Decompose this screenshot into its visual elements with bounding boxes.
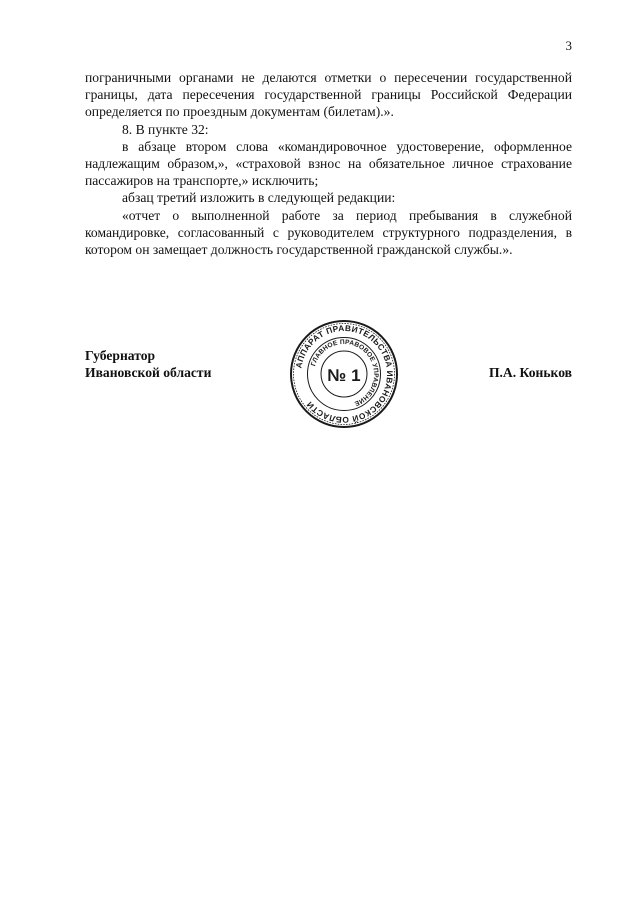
signatory-title-line1: Губернатор (85, 348, 156, 363)
signatory-title (85, 347, 211, 381)
paragraph-new-wording: «отчет о выполненной работе за период пребывания в служебной командировке, согласованный с руководителем структурного подразделения, в котором он замещает должность государственной гражданской службы.». (85, 207, 572, 258)
signatory-title-line2: Ивановской области (85, 365, 212, 381)
seal-number: № 1 (327, 366, 361, 385)
document-body (85, 69, 572, 258)
paragraph-third-abzac-intro: абзац третий изложить в следующей редакции: (122, 190, 396, 206)
paragraph-item-8: 8. В пункте 32: (122, 121, 209, 137)
page-number: 3 (565, 38, 572, 53)
paragraph-continuation: пограничными органами не делаются отметки о пересечении государственной границы, дата пересечения государственной границы Российской Федерации определяется по проездным документам (билетам).». (85, 70, 572, 120)
signatory-name: П.А. Коньков (488, 365, 572, 380)
seal-outer-text: АППАРАТ ПРАВИТЕЛЬСТВА ИВАНОВСКОЙ ОБЛАСТИ (293, 322, 396, 426)
paragraph-second-abzac: в абзаце втором слова «командировочное удостоверение, оформленное надлежащим образом,», «страховой взнос на обязательное личное страхование пассажиров на транспорте,» исключить; (85, 138, 572, 189)
seal-inner-text: ГЛАВНОЕ ПРАВОВОЕ УПРАВЛЕНИЕ (310, 338, 380, 407)
official-seal (289, 319, 399, 429)
